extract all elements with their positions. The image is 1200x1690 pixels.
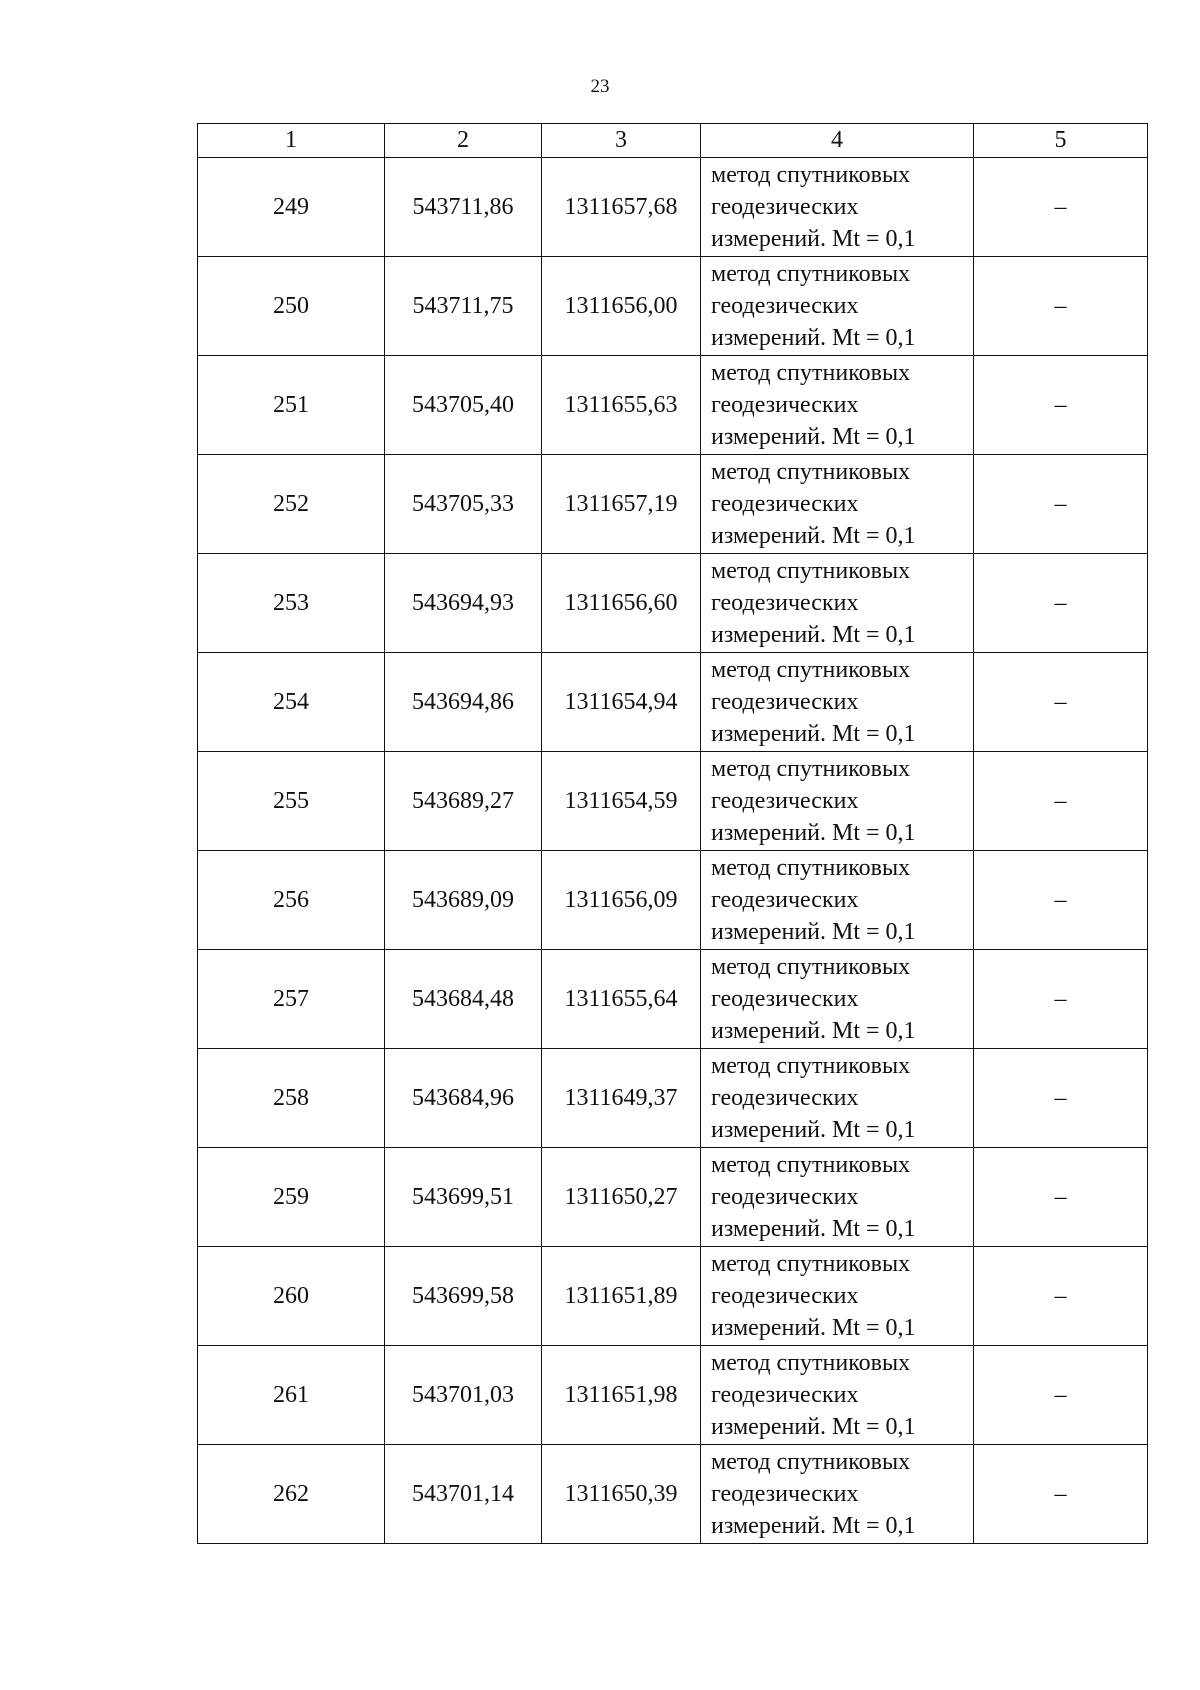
note-cell: – xyxy=(974,851,1148,950)
x-coordinate-cell: 543705,33 xyxy=(385,455,542,554)
note-cell: – xyxy=(974,653,1148,752)
column-header-1: 1 xyxy=(198,124,385,158)
note-cell: – xyxy=(974,356,1148,455)
method-cell: метод спутниковых геодезических измерений. Mt = 0,1 xyxy=(701,950,974,1049)
table-row xyxy=(198,1247,1148,1346)
note-cell: – xyxy=(974,1346,1148,1445)
table-body xyxy=(198,158,1148,1544)
table-row xyxy=(198,455,1148,554)
y-coordinate-cell: 1311657,68 xyxy=(542,158,701,257)
x-coordinate-cell: 543711,75 xyxy=(385,257,542,356)
column-header-2: 2 xyxy=(385,124,542,158)
column-header-5: 5 xyxy=(974,124,1148,158)
x-coordinate-cell: 543699,58 xyxy=(385,1247,542,1346)
x-coordinate-cell: 543684,48 xyxy=(385,950,542,1049)
table-row xyxy=(198,158,1148,257)
method-cell: метод спутниковых геодезических измерений. Mt = 0,1 xyxy=(701,1049,974,1148)
point-number-cell: 252 xyxy=(198,455,385,554)
y-coordinate-cell: 1311649,37 xyxy=(542,1049,701,1148)
table-row xyxy=(198,554,1148,653)
point-number-cell: 249 xyxy=(198,158,385,257)
x-coordinate-cell: 543684,96 xyxy=(385,1049,542,1148)
table-header xyxy=(198,124,1148,158)
x-coordinate-cell: 543699,51 xyxy=(385,1148,542,1247)
method-cell: метод спутниковых геодезических измерений. Mt = 0,1 xyxy=(701,158,974,257)
y-coordinate-cell: 1311656,60 xyxy=(542,554,701,653)
x-coordinate-cell: 543694,93 xyxy=(385,554,542,653)
point-number-cell: 253 xyxy=(198,554,385,653)
method-cell: метод спутниковых геодезических измерений. Mt = 0,1 xyxy=(701,356,974,455)
coordinates-table xyxy=(197,123,1148,1544)
y-coordinate-cell: 1311657,19 xyxy=(542,455,701,554)
note-cell: – xyxy=(974,257,1148,356)
note-cell: – xyxy=(974,1049,1148,1148)
page-number: 23 xyxy=(590,76,610,97)
note-cell: – xyxy=(974,158,1148,257)
method-cell: метод спутниковых геодезических измерений. Mt = 0,1 xyxy=(701,1247,974,1346)
table-row xyxy=(198,1445,1148,1544)
point-number-cell: 254 xyxy=(198,653,385,752)
method-cell: метод спутниковых геодезических измерений. Mt = 0,1 xyxy=(701,1445,974,1544)
point-number-cell: 259 xyxy=(198,1148,385,1247)
point-number-cell: 257 xyxy=(198,950,385,1049)
note-cell: – xyxy=(974,752,1148,851)
point-number-cell: 258 xyxy=(198,1049,385,1148)
method-cell: метод спутниковых геодезических измерений. Mt = 0,1 xyxy=(701,653,974,752)
table-row xyxy=(198,851,1148,950)
table-row xyxy=(198,257,1148,356)
y-coordinate-cell: 1311654,94 xyxy=(542,653,701,752)
table-row xyxy=(198,950,1148,1049)
table-row xyxy=(198,752,1148,851)
note-cell: – xyxy=(974,455,1148,554)
table-row xyxy=(198,1148,1148,1247)
method-cell: метод спутниковых геодезических измерений. Mt = 0,1 xyxy=(701,752,974,851)
table-row xyxy=(198,356,1148,455)
point-number-cell: 250 xyxy=(198,257,385,356)
note-cell: – xyxy=(974,1148,1148,1247)
x-coordinate-cell: 543701,03 xyxy=(385,1346,542,1445)
note-cell: – xyxy=(974,950,1148,1049)
table-row xyxy=(198,1049,1148,1148)
y-coordinate-cell: 1311656,09 xyxy=(542,851,701,950)
point-number-cell: 251 xyxy=(198,356,385,455)
y-coordinate-cell: 1311651,89 xyxy=(542,1247,701,1346)
table-row xyxy=(198,1346,1148,1445)
x-coordinate-cell: 543701,14 xyxy=(385,1445,542,1544)
note-cell: – xyxy=(974,554,1148,653)
method-cell: метод спутниковых геодезических измерений. Mt = 0,1 xyxy=(701,455,974,554)
note-cell: – xyxy=(974,1247,1148,1346)
column-header-3: 3 xyxy=(542,124,701,158)
column-header-4: 4 xyxy=(701,124,974,158)
method-cell: метод спутниковых геодезических измерений. Mt = 0,1 xyxy=(701,851,974,950)
point-number-cell: 260 xyxy=(198,1247,385,1346)
y-coordinate-cell: 1311655,64 xyxy=(542,950,701,1049)
y-coordinate-cell: 1311650,39 xyxy=(542,1445,701,1544)
y-coordinate-cell: 1311651,98 xyxy=(542,1346,701,1445)
method-cell: метод спутниковых геодезических измерений. Mt = 0,1 xyxy=(701,1346,974,1445)
x-coordinate-cell: 543689,09 xyxy=(385,851,542,950)
x-coordinate-cell: 543711,86 xyxy=(385,158,542,257)
point-number-cell: 261 xyxy=(198,1346,385,1445)
method-cell: метод спутниковых геодезических измерений. Mt = 0,1 xyxy=(701,554,974,653)
table-row xyxy=(198,653,1148,752)
header-row xyxy=(198,124,1148,158)
point-number-cell: 256 xyxy=(198,851,385,950)
method-cell: метод спутниковых геодезических измерений. Mt = 0,1 xyxy=(701,1148,974,1247)
y-coordinate-cell: 1311655,63 xyxy=(542,356,701,455)
point-number-cell: 262 xyxy=(198,1445,385,1544)
x-coordinate-cell: 543689,27 xyxy=(385,752,542,851)
x-coordinate-cell: 543705,40 xyxy=(385,356,542,455)
y-coordinate-cell: 1311656,00 xyxy=(542,257,701,356)
y-coordinate-cell: 1311654,59 xyxy=(542,752,701,851)
x-coordinate-cell: 543694,86 xyxy=(385,653,542,752)
point-number-cell: 255 xyxy=(198,752,385,851)
y-coordinate-cell: 1311650,27 xyxy=(542,1148,701,1247)
note-cell: – xyxy=(974,1445,1148,1544)
method-cell: метод спутниковых геодезических измерений. Mt = 0,1 xyxy=(701,257,974,356)
